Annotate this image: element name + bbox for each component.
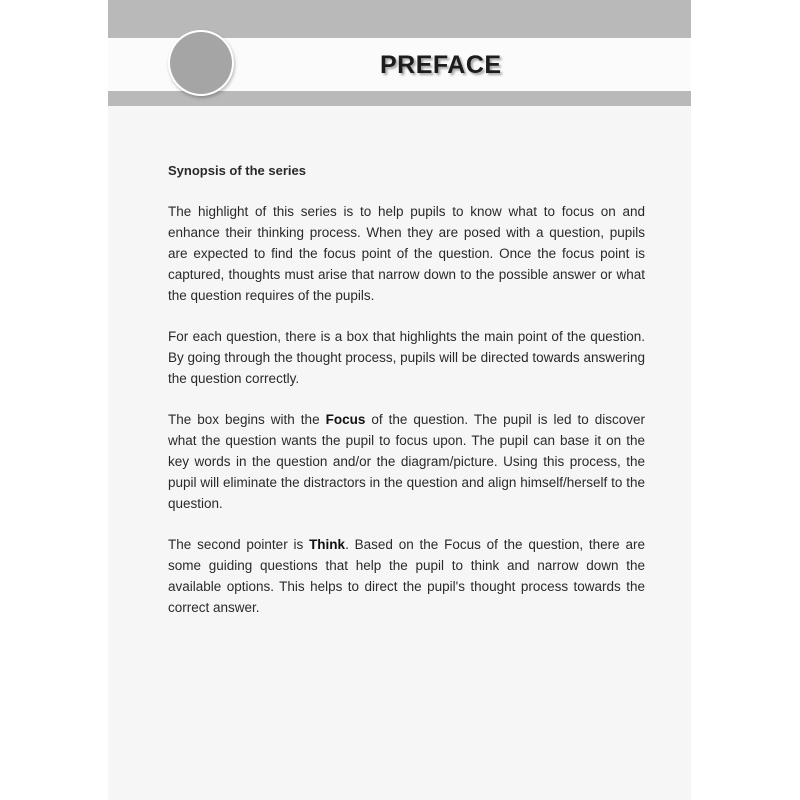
paragraph-4-text-end: . Based on the Focus of the question, there are some guiding questions that help the pupil to think and narrow down the available options. This helps to direct the pupil's thought process towards the correct answer.	[168, 537, 646, 615]
paragraph-3-text-end: of the question. The pupil is led to discover what the question wants the pupil to focus upon. The pupil can base it on the key words in the question and/or the diagram/picture. Using this process, the pupil will eliminate the distractors in the question and align himself/herself to the question.	[168, 412, 645, 511]
circle-emblem-icon	[170, 32, 232, 94]
body-content	[168, 160, 645, 638]
focus-keyword: Focus	[325, 412, 366, 427]
section-heading: Synopsis of the series	[168, 163, 306, 178]
paragraph-1: The highlight of this series is to help pupils to know what to focus on and enhance their thinking process. When they are posed with a question, pupils are expected to find the focus point of the question. Once the focus point is captured, thoughts must arise that narrow down to the possible answer or what the question requires of the pupils.	[168, 204, 645, 303]
page-title: PREFACE	[380, 51, 502, 79]
paragraph-3	[168, 409, 645, 514]
paragraph-4-text-start: The second pointer is	[168, 537, 310, 552]
paragraph-4	[168, 534, 645, 618]
think-keyword: Think	[309, 537, 346, 552]
paragraph-3-text-start: The box begins with the	[168, 412, 326, 427]
paragraph-2: For each question, there is a box that highlights the main point of the question. By going through the thought process, pupils will be directed towards answering the question correctly.	[168, 329, 645, 386]
